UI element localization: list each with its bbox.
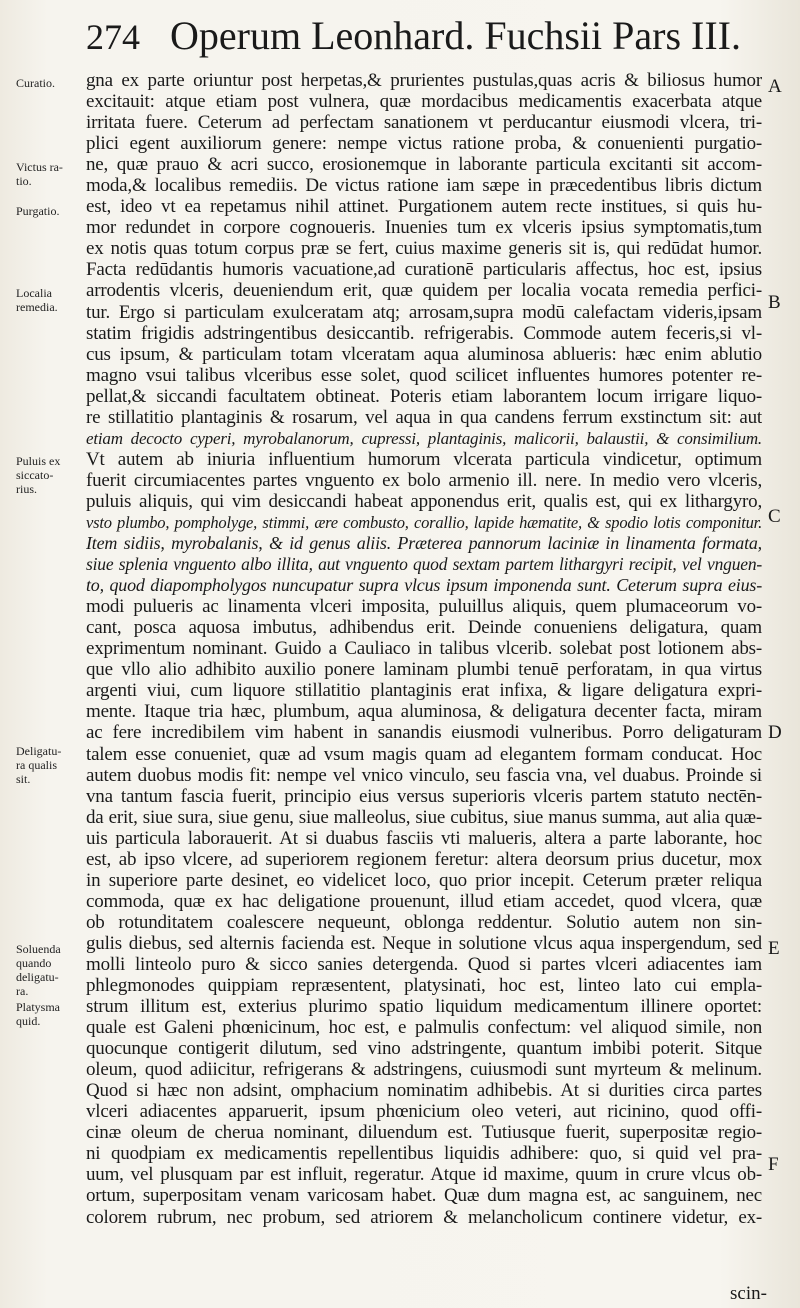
text-line [86,1228,762,1249]
text-line: Quod si hæc non adsint, omphacium nominatim adhibebis. At si durities circa partes [86,1080,762,1102]
text-line: mor redundet in corpore cognoueris. Inuenies tum ex vlceris ipsius symptomatis,tum [86,217,762,239]
text-line: moda,& localibus remediis. De victus ratione iam sæpe in præcedentibus libris dictum [86,175,762,197]
text-line: statim frigidis adstringentibus desiccantib. refrigerabis. Commode autem feceris,si vl- [86,322,762,344]
text-line: ob rotunditatem coalescere nequeunt, oblonga reddentur. Solutio autem non sin- [86,911,762,933]
text-line: vna tantum fascia fuerit, principio eius versus superioris vlceris partem statuto nectēn- [86,785,762,807]
text-line: vlceri adiacentes apparuerit, ipsum phœnicium oleo veteri, aut ricinino, quod offi- [86,1101,762,1123]
text-line: cinæ oleum de cherua nominant, diluendum est. Tutiusque fuerit, superpositæ regio- [86,1122,762,1144]
text-line: to, quod diapompholygos nuncupatur supra vlcus ipsum imponenda sunt. Ceterum supra eius- [86,575,762,596]
margin-note-localia: Localia remedia. [16,286,58,314]
text-line: autem duobus modis fit: nempe vel vnico vinculo, seu fascia vna, vel duabus. Proinde si [86,764,762,786]
text-line: cant, posca aquosa imbutus, adhibendus erit. Deinde conueniens deligatura, quam [86,617,762,639]
text-line: fuerit circumiacentes partes vnguento ex bolo armenio ill. nere. In medio vero vlceris, [86,469,762,491]
text-line: est, ab ipso vlcere, ad superiorem regionem feretur: altera deorsum prius ducetur, mox [86,848,762,870]
text-line: in superiore parte desinet, eo videlicet loco, quo prior incepit. Ceterum præter reliqua [86,869,762,891]
text-line: ac fere incredibilem vim habent in sanandis eiusmodi vulneribus. Porro deligaturam [86,722,762,744]
section-letter-e: E [768,938,780,959]
text-line: plici egent auxiliorum genere: nempe victus ratione proba, & conuenienti purgatio- [86,133,762,155]
text-line: ni quodpiam ex medicamentis repellentibus liquidis adhibere: quo, si quid vel pra- [86,1143,762,1165]
text-line: irritata fuere. Ceterum ad perfectam sanationem vt perducantur eiusmodi vlcera, tri- [86,112,762,134]
text-line: cus ipsum, & particulam totam vlceratam aqua aluminosa ablueris: hæc enim ablutio [86,343,762,365]
text-line: modi pulueris ac linamenta vlceri imposita, puluillus aliquis, quem plumaceorum vo- [86,596,762,618]
text-line: talem esse conueniet, quæ ad vsum magis quam ad elegantem formam conducat. Hoc [86,743,762,765]
section-letter-d: D [768,722,782,743]
text-line: que vllo alio adhibito auxilio ponere laminam plumbi tenuē perforatam, in qua virtus [86,659,762,681]
margin-note-puluis: Puluis ex siccato- rius. [16,454,61,496]
text-line: colorem rubrum, nec probum, sed atriorem & melancholicum continere videtur, ex- [86,1206,762,1228]
text-line: pellat,& siccandi facultatem obtineat. Poteris etiam laborantem locum irrigare liquo- [86,385,762,407]
text-line: strum illitum est, exterius plurimo spatio liquidum medicamentum illinere oportet: [86,996,762,1018]
main-text-block [86,70,762,1249]
margin-note-platysma: Platysma quid. [16,1000,60,1028]
text-line: molli linteolo puro & sicco sanies detergenda. Quod si partes vlceri adiacentes iam [86,953,762,975]
margin-note-victus: Victus ra- tio. [16,160,63,188]
text-line: mente. Itaque tria hæc, plumbum, aqua aluminosa, & deligatura decenter facta, miram [86,701,762,723]
text-line: etiam decocto cyperi, myrobalanorum, cupressi, plantaginis, malicorii, balaustii, & consimilium. [86,428,762,448]
page-header [86,12,741,60]
text-line: vsto plumbo, pompholyge, stimmi, ære combusto, corallio, lapide hæmatite, & spodio lotis componitur. [86,512,762,532]
section-letter-f: F [768,1154,779,1175]
text-line: est, ideo vt ea repetamus nihil attinet. Purgationem autem recte institues, si quis hu- [86,196,762,218]
text-line: oleum, quod adiicitur, refrigerans & adstringens, cuiusmodi sunt myrteum & melinum. [86,1059,762,1081]
page-number: 274 [86,17,140,57]
text-line: magno vsui talibus vlceribus esse solet, quod scilicet influentes humores potenter re- [86,364,762,386]
text-line: Item sidiis, myrobalanis, & id genus aliis. Præterea pannorum laciniæ in linamenta formata, [86,533,762,554]
text-line: siue splenia vnguento albo illita, aut vnguento quod sextam partem lithargyri recipit, vel vnguen- [86,554,762,575]
margin-note-curatio: Curatio. [16,76,55,90]
section-letter-c: C [768,506,781,527]
text-line: commoda, quæ ex hac deligatione prouenunt, illud etiam accedet, quod vlcera, quæ [86,890,762,912]
text-line: puluis aliquis, qui vim desiccandi habeat apponendus erit, qualis est, qui ex lithargyro, [86,490,762,512]
running-title: Operum Leonhard. Fuchsii Pars III. [170,13,741,58]
section-letter-a: A [768,76,782,97]
catchword: scin- [730,1283,767,1304]
text-line: gulis diebus, sed alternis facienda est. Neque in solutione vlcus aqua inspergendum, sed [86,932,762,954]
text-line: exprimentum nominant. Guido a Cauliaco in talibus vlcerib. solebat post lotionem abs- [86,638,762,660]
text-line: tur. Ergo si particulam exulceratam atq; arrosam,supra modū calefactam videris,ipsam [86,301,762,323]
section-letter-b: B [768,292,781,313]
text-line: ne, quæ prauo & acri succo, erosionemque in laborante particula excitanti sit accom- [86,154,762,176]
text-line: uis particula laborauerit. At si duabus fasciis vti malueris, altera a parte laborante, hoc [86,827,762,849]
text-line: argenti viui, cum liquore stillatitio plantaginis erat infixa, & ligare deligatura expri- [86,680,762,702]
text-line: Vt autem ab iniuria influentium humorum vlcerata particula vindicetur, optimum [86,448,762,470]
text-line: da erit, siue sura, siue genu, siue malleolus, siue cubitus, siue manus summa, aut alia quæ- [86,806,762,828]
text-line: re stillatitio plantaginis & rosarum, vel aqua in qua candens ferrum exstinctum sit: aut [86,406,762,428]
text-line: phlegmonodes quippiam repræsentent, platysinati, hoc est, linteo lato cui empla- [86,975,762,997]
text-line: quale est Galeni phœnicinum, hoc est, e palmulis confectum: vel aliquod simile, non [86,1017,762,1039]
text-line: uum, vel plusquam par est influit, regeratur. Atque id maxime, quum in crure vlcus ob- [86,1164,762,1186]
margin-note-deligatura: Deligatu- ra qualis sit. [16,744,62,786]
margin-note-purgatio: Purgatio. [16,204,60,218]
text-line: excitauit: atque etiam post vulnera, quæ mordacibus medicamentis exacerbata atque [86,91,762,113]
text-line: Facta redūdantis humoris vacuatione,ad curationē particularis affectus, hoc est, ipsius [86,259,762,281]
margin-note-soluenda: Soluenda quando deligatu- ra. [16,942,61,998]
text-line: quocunque contigerit dilutum, sed vino adstringente, quantum imbibi poterit. Sitque [86,1038,762,1060]
text-line: ex notis quas totum corpus præ se fert, cuius maxime generis sit is, qui redūdat humor. [86,238,762,260]
text-line: arrodentis vlceris, deueniendum erit, quæ quidem per localia vocata remedia perfici- [86,280,762,302]
text-line: gna ex parte oriuntur post herpetas,& prurientes pustulas,quas acris & biliosus humor [86,70,762,91]
text-line: ortum, superpositam venam varicosam habet. Quæ dum magna est, ac sanguinem, nec [86,1185,762,1207]
